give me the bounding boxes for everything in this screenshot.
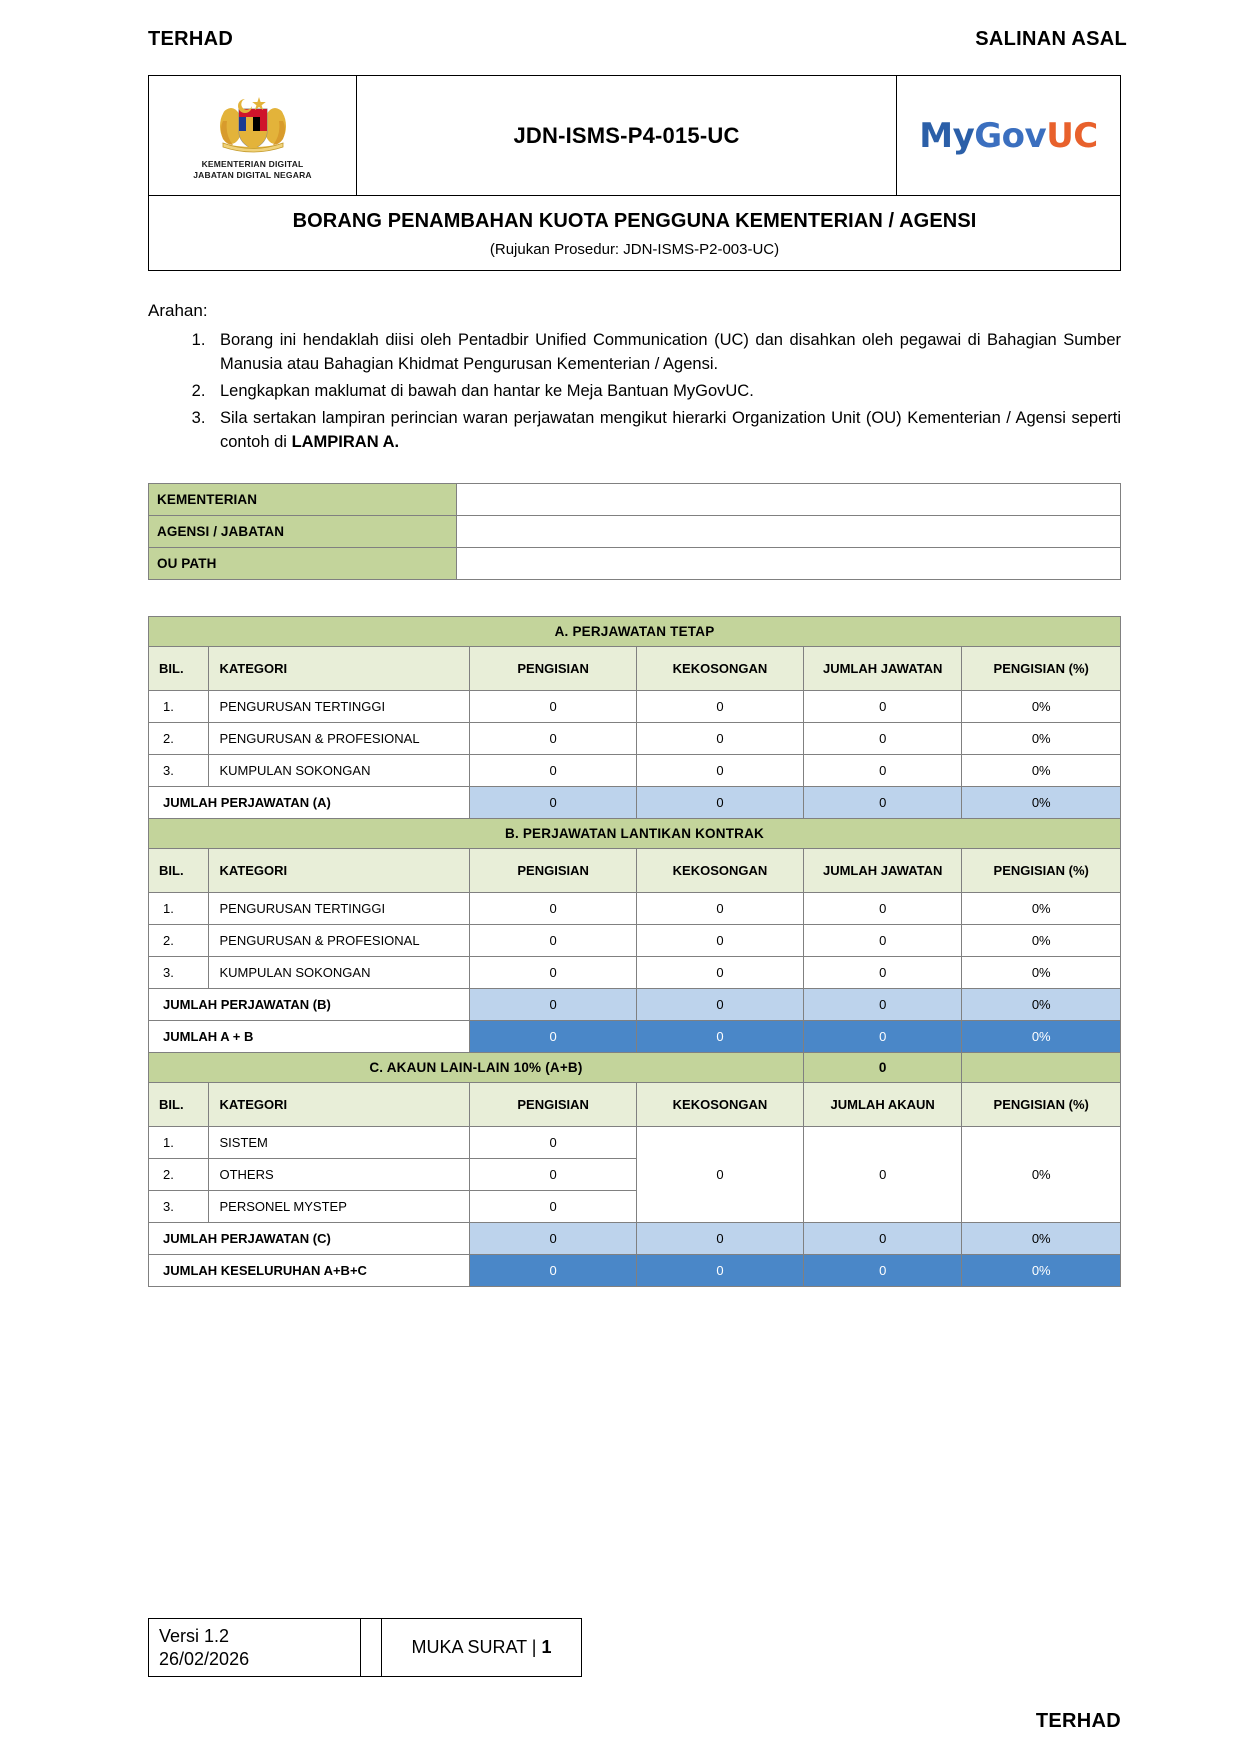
- title-block: [148, 75, 1121, 271]
- section-a-total-label: JUMLAH PERJAWATAN (A): [149, 786, 470, 818]
- column-header-jumlah-jawatan: JUMLAH JAWATAN: [803, 646, 962, 690]
- footer-page-label: MUKA SURAT |: [411, 1637, 537, 1657]
- section-b-total-pengisian: 0: [470, 988, 637, 1020]
- table-row: [149, 1126, 1121, 1158]
- column-header-kategori: KATEGORI: [209, 1082, 470, 1126]
- field-value-ou-path[interactable]: [457, 547, 1121, 579]
- section-ab-grand-jumlah: 0: [803, 1020, 962, 1052]
- row-peratus: 0%: [962, 722, 1121, 754]
- row-bil: 2.: [149, 1158, 209, 1190]
- row-bil: 2.: [149, 924, 209, 956]
- mygovuc-logo: [896, 76, 1120, 195]
- logo-caption-line2: JABATAN DIGITAL NEGARA: [193, 169, 312, 180]
- field-value-agensi[interactable]: [457, 515, 1121, 547]
- column-header-kekosongan: KEKOSONGAN: [637, 848, 804, 892]
- grand-total-pengisian: 0: [470, 1254, 637, 1286]
- form-reference: (Rujukan Prosedur: JDN-ISMS-P2-003-UC): [489, 241, 780, 258]
- instructions-list: [148, 329, 1121, 455]
- grand-total-row: [149, 1254, 1121, 1286]
- section-a-total-kekosongan: 0: [637, 786, 804, 818]
- table-row: [149, 892, 1121, 924]
- row-kategori: KUMPULAN SOKONGAN: [209, 754, 470, 786]
- row-jumlah: 0: [803, 924, 962, 956]
- malaysia-crest-icon: [211, 93, 295, 155]
- column-header-pengisian: PENGISIAN: [470, 1082, 637, 1126]
- grand-total-kekosongan: 0: [637, 1254, 804, 1286]
- row-peratus: 0%: [962, 690, 1121, 722]
- row-bil: 2.: [149, 722, 209, 754]
- row-bil: 1.: [149, 1126, 209, 1158]
- column-header-kekosongan: KEKOSONGAN: [637, 1082, 804, 1126]
- column-header-jumlah-akaun: JUMLAH AKAUN: [803, 1082, 962, 1126]
- row-peratus: 0%: [962, 956, 1121, 988]
- row-bil: 3.: [149, 1190, 209, 1222]
- section-a-total-row: [149, 786, 1121, 818]
- row-jumlah: 0: [803, 690, 962, 722]
- grand-total-jumlah: 0: [803, 1254, 962, 1286]
- organization-info-table: [148, 483, 1121, 580]
- table-row: [149, 547, 1121, 579]
- column-header-kategori: KATEGORI: [209, 848, 470, 892]
- section-ab-grand-pengisian: 0: [470, 1020, 637, 1052]
- column-header-kategori: KATEGORI: [209, 646, 470, 690]
- row-kategori: PENGURUSAN TERTINGGI: [209, 892, 470, 924]
- header-classification-left: TERHAD: [148, 28, 234, 50]
- row-peratus: 0%: [962, 892, 1121, 924]
- section-c-heading-row: [149, 1052, 1121, 1082]
- section-c-heading-blank: [962, 1052, 1121, 1082]
- section-b-total-peratus: 0%: [962, 988, 1121, 1020]
- footer-version-cell: [149, 1619, 361, 1677]
- row-peratus: 0%: [962, 754, 1121, 786]
- row-pengisian[interactable]: 0: [470, 754, 637, 786]
- instruction-item-3: [210, 407, 1121, 455]
- row-jumlah: 0: [803, 722, 962, 754]
- row-bil: 3.: [149, 956, 209, 988]
- section-b-column-headers: [149, 848, 1121, 892]
- row-kategori: OTHERS: [209, 1158, 470, 1190]
- field-label-agensi: AGENSI / JABATAN: [149, 515, 457, 547]
- row-kategori: PENGURUSAN & PROFESIONAL: [209, 722, 470, 754]
- row-kekosongan[interactable]: 0: [637, 892, 804, 924]
- row-kategori: SISTEM: [209, 1126, 470, 1158]
- page-header: [148, 28, 1127, 51]
- table-row: [149, 956, 1121, 988]
- column-header-pengisian: PENGISIAN: [470, 646, 637, 690]
- section-a-total-peratus: 0%: [962, 786, 1121, 818]
- row-kekosongan[interactable]: 0: [637, 924, 804, 956]
- row-kekosongan[interactable]: 0: [637, 722, 804, 754]
- table-row: [149, 483, 1121, 515]
- row-pengisian[interactable]: 0: [470, 722, 637, 754]
- column-header-pengisian-percent: PENGISIAN (%): [962, 646, 1121, 690]
- row-pengisian[interactable]: 0: [470, 690, 637, 722]
- row-pengisian[interactable]: 0: [470, 1126, 637, 1158]
- section-ab-grand-kekosongan: 0: [637, 1020, 804, 1052]
- row-kategori: PERSONEL MYSTEP: [209, 1190, 470, 1222]
- section-c-total-label: JUMLAH PERJAWATAN (C): [149, 1222, 470, 1254]
- form-title: BORANG PENAMBAHAN KUOTA PENGGUNA KEMENTERIAN / AGENSI: [292, 210, 977, 232]
- logo-caption: [193, 159, 312, 180]
- row-jumlah: 0: [803, 754, 962, 786]
- section-ab-grand-label: JUMLAH A + B: [149, 1020, 470, 1052]
- field-label-ou-path: OU PATH: [149, 547, 457, 579]
- row-peratus: 0%: [962, 924, 1121, 956]
- row-kategori: KUMPULAN SOKONGAN: [209, 956, 470, 988]
- column-header-pengisian-percent: PENGISIAN (%): [962, 848, 1121, 892]
- instruction-item-3-text: Sila sertakan lampiran perincian waran perjawatan mengikut hierarki Organization Unit (OU) Kementerian / Agensi seperti contoh di: [220, 408, 1121, 451]
- section-a-heading: A. PERJAWATAN TETAP: [149, 616, 1121, 646]
- brand-part-uc: UC: [1046, 115, 1098, 156]
- section-c-total-peratus: 0%: [962, 1222, 1121, 1254]
- section-ab-grand-peratus: 0%: [962, 1020, 1121, 1052]
- logo-caption-line1: KEMENTERIAN DIGITAL: [201, 158, 304, 169]
- section-b-total-row: [149, 988, 1121, 1020]
- logo-cell: [149, 76, 357, 195]
- row-kekosongan[interactable]: 0: [637, 754, 804, 786]
- table-row: [149, 754, 1121, 786]
- row-kekosongan[interactable]: 0: [637, 956, 804, 988]
- footer-classification: TERHAD: [1035, 1710, 1121, 1732]
- section-b-total-jumlah: 0: [803, 988, 962, 1020]
- table-row: [149, 515, 1121, 547]
- section-c-merged-kekosongan: 0: [637, 1126, 804, 1222]
- column-header-pengisian-percent: PENGISIAN (%): [962, 1082, 1121, 1126]
- footer-version: Versi 1.2: [159, 1626, 230, 1646]
- row-kategori: PENGURUSAN & PROFESIONAL: [209, 924, 470, 956]
- quota-data-table: [148, 616, 1121, 1287]
- section-a-heading-row: [149, 616, 1121, 646]
- document-code: JDN-ISMS-P4-015-UC: [513, 122, 740, 148]
- row-jumlah: 0: [803, 956, 962, 988]
- header-classification-right: SALINAN ASAL: [975, 28, 1127, 50]
- section-a-total-pengisian: 0: [470, 786, 637, 818]
- section-b-heading-row: [149, 818, 1121, 848]
- table-row: [149, 690, 1121, 722]
- table-row: [149, 1619, 582, 1677]
- column-header-bil: BIL.: [149, 848, 209, 892]
- section-a-total-jumlah: 0: [803, 786, 962, 818]
- section-b-heading: B. PERJAWATAN LANTIKAN KONTRAK: [149, 818, 1121, 848]
- footer-page-cell: [382, 1619, 582, 1677]
- row-bil: 1.: [149, 892, 209, 924]
- section-b-total-kekosongan: 0: [637, 988, 804, 1020]
- section-c-total-row: [149, 1222, 1121, 1254]
- section-c-merged-peratus: 0%: [962, 1126, 1121, 1222]
- instruction-item-2: 2. Lengkapkan maklumat di bawah dan hantar ke Meja Bantuan MyGovUC.: [210, 380, 1121, 404]
- table-row: [149, 924, 1121, 956]
- section-c-column-headers: [149, 1082, 1121, 1126]
- footer-middle-cell: [361, 1619, 382, 1677]
- column-header-jumlah-jawatan: JUMLAH JAWATAN: [803, 848, 962, 892]
- field-label-kementerian: KEMENTERIAN: [149, 483, 457, 515]
- column-header-bil: BIL.: [149, 1082, 209, 1126]
- footer-page-number: 1: [541, 1637, 552, 1657]
- row-bil: 1.: [149, 690, 209, 722]
- row-pengisian[interactable]: 0: [470, 956, 637, 988]
- column-header-pengisian: PENGISIAN: [470, 848, 637, 892]
- grand-total-label: JUMLAH KESELURUHAN A+B+C: [149, 1254, 470, 1286]
- instruction-item-1: 1. Borang ini hendaklah diisi oleh Pentadbir Unified Communication (UC) dan disahkan oleh pegawai di Bahagian Sumber Manusia atau Bahagian Khidmat Pengurusan Kementerian / Agensi.: [210, 329, 1121, 377]
- column-header-bil: BIL.: [149, 646, 209, 690]
- page-footer-table: [148, 1618, 582, 1677]
- section-c-merged-jumlah: 0: [803, 1126, 962, 1222]
- instruction-item-3-emphasis: LAMPIRAN A.: [291, 432, 400, 451]
- section-c-total-kekosongan: 0: [637, 1222, 804, 1254]
- row-pengisian[interactable]: 0: [470, 1158, 637, 1190]
- row-pengisian[interactable]: 0: [470, 892, 637, 924]
- section-a-column-headers: [149, 646, 1121, 690]
- section-c-heading-value: 0: [803, 1052, 962, 1082]
- table-row: [149, 722, 1121, 754]
- section-c-total-jumlah: 0: [803, 1222, 962, 1254]
- row-jumlah: 0: [803, 892, 962, 924]
- brand-part-my: My: [919, 115, 975, 156]
- row-pengisian[interactable]: 0: [470, 1190, 637, 1222]
- row-kategori: PENGURUSAN TERTINGGI: [209, 690, 470, 722]
- row-pengisian[interactable]: 0: [470, 924, 637, 956]
- footer-date: 26/02/2026: [159, 1648, 250, 1669]
- section-c-heading: C. AKAUN LAIN-LAIN 10% (A+B): [149, 1052, 804, 1082]
- instructions-label: Arahan:: [148, 301, 208, 320]
- field-value-kementerian[interactable]: [457, 483, 1121, 515]
- title-top-row: [149, 76, 1120, 196]
- row-kekosongan[interactable]: 0: [637, 690, 804, 722]
- section-ab-grand-row: [149, 1020, 1121, 1052]
- section-b-total-label: JUMLAH PERJAWATAN (B): [149, 988, 470, 1020]
- section-c-total-pengisian: 0: [470, 1222, 637, 1254]
- grand-total-peratus: 0%: [962, 1254, 1121, 1286]
- row-bil: 3.: [149, 754, 209, 786]
- brand-part-gov: Gov: [974, 115, 1047, 156]
- column-header-kekosongan: KEKOSONGAN: [637, 646, 804, 690]
